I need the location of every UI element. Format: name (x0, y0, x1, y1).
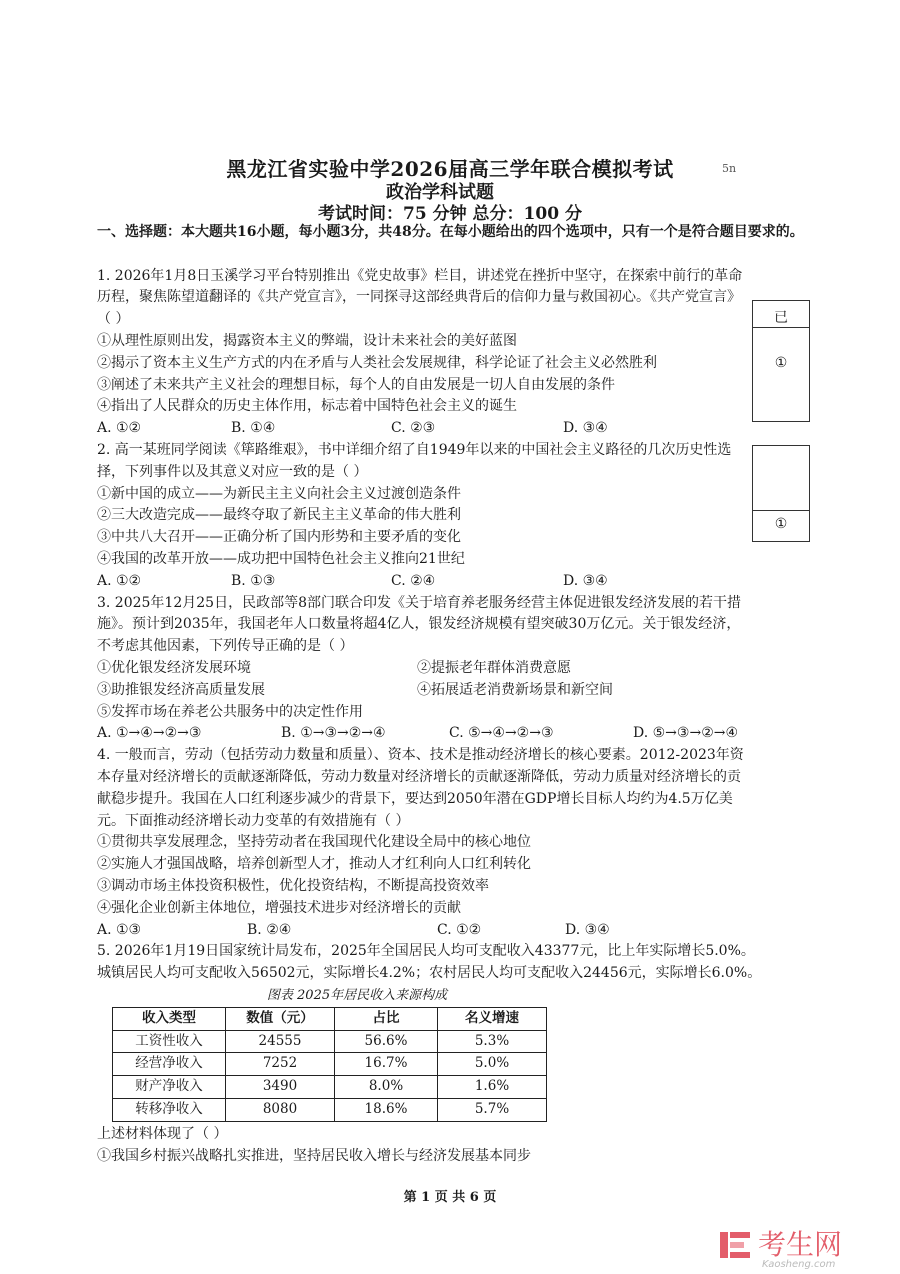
statement-2: ②提振老年群体消费意愿 (417, 659, 571, 676)
answer-box (752, 300, 810, 422)
statement-3: ③助推银发经济高质量发展 (97, 681, 265, 698)
table-cell: 56.6% (335, 1030, 438, 1053)
statement-3: ③中共八大召开——正确分析了国内形势和主要矛盾的变化 (97, 529, 461, 546)
question-2 (97, 440, 809, 593)
option-c: C. ②④ (391, 572, 436, 589)
table-cell: 1.6% (438, 1076, 547, 1099)
statement-1: ①新中国的成立——为新民主主义向社会主义过渡创造条件 (97, 485, 461, 502)
table-cell: 转移净收入 (113, 1099, 226, 1122)
kaosheng-logo-icon (718, 1228, 752, 1262)
option-a: A. ①② (97, 572, 142, 589)
question-stem: 2. 高一某班同学阅读《筚路维艰》，书中详细介绍了自1949年以来的中国社会主义路径的几次历史性选 (97, 441, 732, 458)
statement-1: ①贯彻共享发展理念，坚持劳动者在我国现代化建设全局中的核心地位 (97, 834, 531, 851)
question-4 (97, 745, 809, 941)
table-cell: 7252 (226, 1053, 335, 1076)
question-stem: 1. 2026年1月8日玉溪学习平台特别推出《党史故事》栏目，讲述党在挫折中坚守，在探索中前行的革命 (97, 267, 743, 284)
answer-blank: （ ） (97, 311, 130, 328)
table-cell: 24555 (226, 1030, 335, 1053)
table-row (113, 1099, 547, 1122)
section-heading: 一、选择题：本大题共16小题，每小题3分，共48分。在每小题给出的四个选项中，只有一个是符合题目要求的。 (97, 224, 804, 240)
answer-mark: ① (774, 516, 788, 532)
options-row (97, 723, 809, 745)
statement-1: ①我国乡村振兴战略扎实推进，坚持居民收入增长与经济发展基本同步 (97, 1147, 531, 1164)
table-cell: 经营净收入 (113, 1053, 226, 1076)
watermark-brand: 考生网 (758, 1228, 843, 1261)
statement-pair (97, 680, 809, 702)
watermark-logo (718, 1228, 842, 1262)
divider (753, 510, 809, 511)
answer-box (752, 445, 810, 542)
exam-meta: 考试时间：75 分钟 总分：100 分 (318, 204, 582, 224)
table-cell: 3490 (226, 1076, 335, 1099)
option-a: A. ①→④→②→③ (97, 725, 202, 742)
statement-4: ④拓展适老消费新场景和新空间 (417, 681, 613, 698)
table-caption: 图表 2025年居民收入来源构成 (266, 987, 448, 1003)
statement-2: ②三大改造完成——最终夺取了新民主主义革命的伟大胜利 (97, 507, 461, 524)
question-stem: 上述材料体现了（ ） (97, 1125, 228, 1142)
table-header-cell: 占比 (335, 1007, 438, 1030)
question-3 (97, 593, 809, 746)
question-stem: 本存量对经济增长的贡献逐渐降低，劳动力数量对经济增长的贡献逐渐降低，劳动力质量对经济增长的贡 (97, 768, 741, 785)
table-header-cell: 收入类型 (113, 1007, 226, 1030)
question-body (97, 222, 809, 1167)
table-cell: 财产净收入 (113, 1076, 226, 1099)
options-row (97, 920, 809, 942)
question-1 (97, 266, 809, 440)
watermark-site: Kaosheng.com (762, 1259, 836, 1270)
table-row (113, 1076, 547, 1099)
question-stem: 4. 一般而言，劳动（包括劳动力数量和质量）、资本、技术是推动经济增长的核心要素。2012-2023年资 (97, 747, 744, 764)
option-b: B. ①④ (231, 420, 276, 437)
table-cell: 16.7% (335, 1053, 438, 1076)
table-header-cell: 名义增速 (438, 1007, 547, 1030)
answer-mark: ① (774, 355, 788, 371)
statement-pair (97, 658, 809, 680)
divider (753, 327, 809, 328)
table-cell: 5.3% (438, 1030, 547, 1053)
table-row (113, 1053, 547, 1076)
statement-4: ④指出了人民群众的历史主体作用，标志着中国特色社会主义的诞生 (97, 398, 517, 415)
option-a: A. ①③ (97, 921, 142, 938)
question-stem: 不考虑其他因素，下列传导正确的是（ ） (97, 638, 354, 655)
page-footer: 第 1 页 共 6 页 (403, 1190, 497, 1205)
question-5 (97, 941, 809, 1167)
question-stem: 元。下面推动经济增长动力变革的有效措施有（ ） (97, 812, 410, 829)
income-table (112, 1007, 547, 1122)
table-cell: 5.7% (438, 1099, 547, 1122)
statement-4: ④强化企业创新主体地位，增强技术进步对经济增长的贡献 (97, 899, 461, 916)
option-a: A. ①② (97, 420, 142, 437)
question-stem: 5. 2026年1月19日国家统计局发布，2025年全国居民人均可支配收入43377元，比上年实际增长5.0%。 (97, 943, 755, 960)
exam-title: 黑龙江省实验中学2026届高三学年联合模拟考试 (226, 157, 674, 181)
option-b: B. ①→③→②→④ (281, 725, 386, 742)
option-b: B. ①③ (231, 572, 276, 589)
answer-mark: 已 (774, 310, 788, 326)
question-stem: 3. 2025年12月25日，民政部等8部门联合印发《关于培育养老服务经营主体促进银发经济发展的若干措 (97, 594, 741, 611)
corner-note: 5n (722, 162, 737, 175)
table-cell: 8.0% (335, 1076, 438, 1099)
option-d: D. ③④ (563, 420, 608, 437)
statement-2: ②实施人才强国战略，培养创新型人才，推动人才红利向人口红利转化 (97, 856, 531, 873)
option-c: C. ②③ (391, 420, 436, 437)
statement-2: ②揭示了资本主义生产方式的内在矛盾与人类社会发展规律，科学论证了社会主义必然胜利 (97, 354, 657, 371)
question-stem: 历程，聚焦陈望道翻译的《共产党宣言》，一同探寻这部经典背后的信仰力量与救国初心。《共产党宣言》 (97, 289, 741, 306)
table-cell: 8080 (226, 1099, 335, 1122)
table-row (113, 1030, 547, 1053)
option-d: D. ③④ (563, 572, 608, 589)
statement-4: ④我国的改革开放——成功把中国特色社会主义推向21世纪 (97, 550, 465, 567)
option-d: D. ③④ (565, 921, 610, 938)
option-c: C. ①② (437, 921, 482, 938)
question-stem: 城镇居民人均可支配收入56502元，实际增长4.2%；农村居民人均可支配收入24456元，实际增长6.0%。 (97, 965, 762, 982)
statement-1: ①优化银发经济发展环境 (97, 659, 251, 676)
option-b: B. ②④ (247, 921, 292, 938)
question-stem: 献稳步提升。我国在人口红利逐步减少的背景下，要达到2050年潜在GDP增长目标人均约为4.5万亿美 (97, 790, 733, 807)
table-cell: 5.0% (438, 1053, 547, 1076)
table-cell: 工资性收入 (113, 1030, 226, 1053)
exam-subject: 政治学科试题 (386, 182, 494, 203)
question-stem: 择，下列事件以及其意义对应一致的是（ ） (97, 463, 368, 480)
table-cell: 18.6% (335, 1099, 438, 1122)
option-c: C. ⑤→④→②→③ (449, 725, 554, 742)
table-header-cell: 数值（元） (226, 1007, 335, 1030)
option-d: D. ⑤→③→②→④ (633, 725, 739, 742)
statement-5: ⑤发挥市场在养老公共服务中的决定性作用 (97, 703, 363, 720)
statement-1: ①从理性原则出发，揭露资本主义的弊端，设计未来社会的美好蓝图 (97, 332, 517, 349)
options-row (97, 418, 809, 440)
statement-3: ③调动市场主体投资积极性，优化投资结构，不断提高投资效率 (97, 877, 489, 894)
options-row (97, 571, 809, 593)
statement-3: ③阐述了未来共产主义社会的理想目标，每个人的自由发展是一切人自由发展的条件 (97, 376, 615, 393)
question-stem: 施》。预计到2035年，我国老年人口数量将超4亿人，银发经济规模有望突破30万亿元。关于银发经济， (97, 616, 741, 633)
table-header-row (113, 1007, 547, 1030)
